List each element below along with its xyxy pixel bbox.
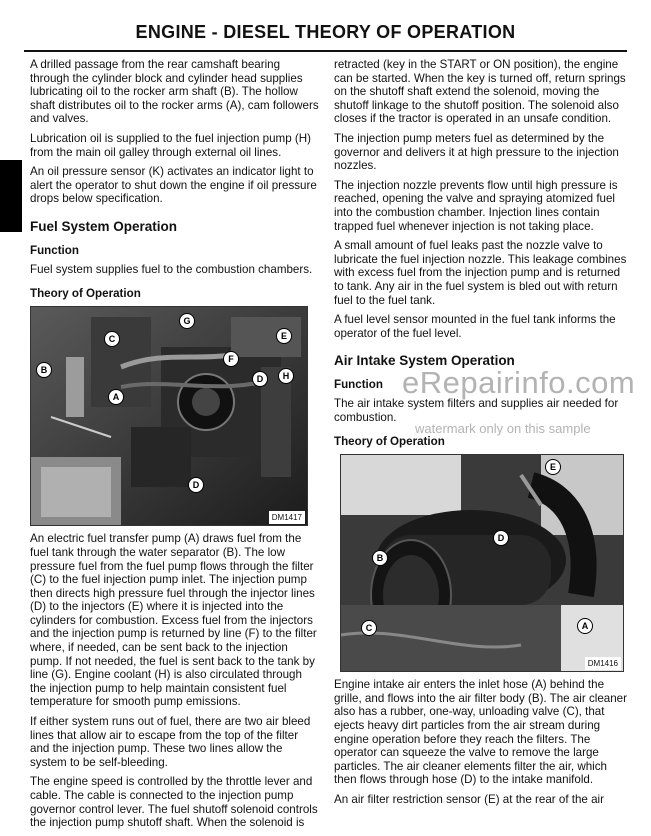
paragraph: If either system runs out of fuel, there are two air bleed lines that allow air to escape from the top of the filter and the injection pump. These two lines allow the system to be self-bleeding. xyxy=(30,715,311,769)
callout-label: G xyxy=(179,313,195,329)
paragraph: Lubrication oil is supplied to the fuel injection pump (H) from the main oil galley through external oil lines. xyxy=(30,131,311,159)
callout-label: E xyxy=(545,459,561,475)
page-title: ENGINE - DIESEL THEORY OF OPERATION xyxy=(135,22,516,42)
paragraph: The air intake system filters and supplies air needed for combustion. xyxy=(334,397,619,425)
callout-label: D xyxy=(493,530,509,546)
callout-label: C xyxy=(104,331,120,347)
watermark-note: watermark only on this sample xyxy=(415,421,591,436)
paragraph: The injection pump meters fuel as determined by the governor and delivers it at high pressure to the injection nozzles. xyxy=(334,131,619,173)
subheading-theory: Theory of Operation xyxy=(334,434,445,448)
subheading-function: Function xyxy=(30,243,79,257)
air-intake-photo xyxy=(340,454,624,672)
engine-photo-illustration xyxy=(31,307,307,525)
figure-id: DM1417 xyxy=(269,511,305,525)
callout-label: D xyxy=(252,371,268,387)
callout-label: D xyxy=(188,477,204,493)
engine-fuel-system-photo xyxy=(30,306,308,526)
paragraph: Fuel system supplies fuel to the combustion chambers. xyxy=(30,263,313,277)
paragraph: The injection nozzle prevents flow until high pressure is reached, opening the valve and spraying atomized fuel into the combustion chamber. Injection lines contain trapped fuel whenever injection is not taking place. xyxy=(334,178,618,233)
section-tab-marker xyxy=(0,160,22,232)
callout-label: B xyxy=(36,362,52,378)
paragraph: A fuel level sensor mounted in the fuel tank informs the operator of the fuel level. xyxy=(334,313,616,340)
callout-label: H xyxy=(278,368,294,384)
paragraph: A small amount of fuel leaks past the nozzle valve to lubricate the fuel injection nozzle. This leakage combines with excess fuel from the injection pump and is returned to tank. Any air in the fuel system is bled out with return fuel to the fuel tank. xyxy=(334,239,627,307)
subheading-theory: Theory of Operation xyxy=(30,286,141,300)
paragraph: The engine speed is controlled by the throttle lever and cable. The cable is connected to the injection pump governor control lever. The fuel shutoff solenoid controls the injection pump shutoff shaft. When the solenoid is xyxy=(30,775,318,830)
paragraph: An electric fuel transfer pump (A) draws fuel from the fuel tank through the water separator (B). The low pressure fuel from the fuel pump flows through the filter (C) to the fuel injection pump inlet. The injection pump then directs high pressure fuel through the injector lines (D) to the injectors (E) where it is injected into the cylinders for combustion. Excess fuel from the injectors and the injection pump is returned by line (F) to the filter where, if needed, can be sent back to the injection pump. If not needed, the fuel is sent back to the tank by line (G). Engine coolant (H) is also circulated through the injection pump to help maintain consistent fuel temperature for smooth pump emissions. xyxy=(30,532,317,709)
paragraph: An oil pressure sensor (K) activates an indicator light to alert the operator to shut down the engine if oil pressure drops below specification. xyxy=(30,165,317,206)
paragraph: Engine intake air enters the inlet hose (A) behind the grille, and flows into the air filter body (B). The air cleaner also has a rubber, one-way, unloading valve (C), that ejects heavy dirt particles from the air stream during engine operation before they reach the filters. The operator can squeeze the valve to remove the large particles. The air cleaner elements filter the air, which then flows through hose (D) to the intake manifold. xyxy=(334,678,627,787)
callout-label: F xyxy=(223,351,239,367)
section-heading-fuel-system: Fuel System Operation xyxy=(30,218,178,234)
callout-label: A xyxy=(108,389,124,405)
watermark-brand: eRepairinfo.com xyxy=(402,365,636,400)
paragraph: retracted (key in the START or ON position), the engine can be started. When the key is turned off, return springs on the shutoff shaft extend the solenoid, moving the shutoff linkage to the shutoff position. The solenoid also closes if the tractor is operated in an unsafe condition. xyxy=(334,58,626,126)
figure-id: DM1416 xyxy=(585,657,621,671)
section-heading-air-intake: Air Intake System Operation xyxy=(334,353,515,369)
callout-label: E xyxy=(276,328,292,344)
callout-label: A xyxy=(577,618,593,634)
callout-label: C xyxy=(361,620,377,636)
subheading-function: Function xyxy=(334,377,383,391)
callout-label: B xyxy=(372,550,388,566)
paragraph: An air filter restriction sensor (E) at the rear of the air xyxy=(334,793,604,806)
paragraph: A drilled passage from the rear camshaft bearing through the cylinder block and cylinder head supplies lubricating oil to the rocker arm shaft (B). The hollow shaft distributes oil to the rocker arms (A), cam followers and valves. xyxy=(30,58,319,126)
title-rule xyxy=(24,50,627,52)
left-column xyxy=(30,58,320,836)
